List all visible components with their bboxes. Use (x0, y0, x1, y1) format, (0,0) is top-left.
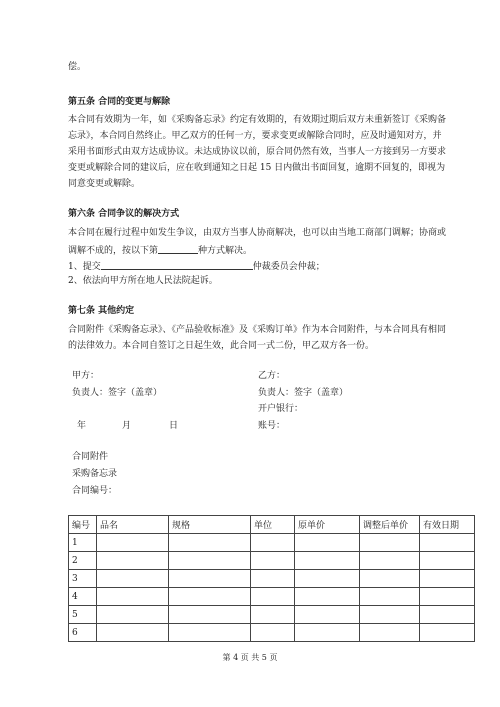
article6-line (68, 245, 252, 256)
article5-line: 同意变更或解除。 (68, 179, 141, 189)
cell-original-price[interactable] (295, 606, 360, 624)
article6-line: 本合同在履行过程中如发生争议，由双方当事人协商解决，也可以由当地工商部门调解；协商或 (68, 228, 447, 238)
row-number: 1 (69, 534, 97, 552)
cell-spec[interactable] (169, 552, 251, 570)
party-a-label: 甲方： (72, 371, 100, 381)
cell-original-price[interactable] (295, 588, 360, 606)
article5-line: 忘录》，本合同自然终止。甲乙双方的任何一方，要求变更或解除合同时，应及时通知对方，并 (68, 131, 442, 141)
arbitration-committee-blank[interactable] (101, 261, 253, 270)
cell-spec[interactable] (169, 570, 251, 588)
cell-unit[interactable] (251, 570, 295, 588)
cell-unit[interactable] (251, 552, 295, 570)
table-row (69, 624, 475, 642)
cell-valid-date[interactable] (420, 552, 475, 570)
procurement-table (68, 515, 475, 642)
cell-unit[interactable] (251, 588, 295, 606)
col-header-number: 编号 (69, 516, 97, 534)
cell-adjusted-price[interactable] (360, 624, 420, 642)
bank-label: 开户银行： (258, 404, 304, 414)
top-fragment: 偿。 (68, 62, 87, 72)
article7-line: 合同附件《采购备忘录》、《产品验收标准》及《采购订单》作为本合同附件，与本合同具有相同 (68, 325, 447, 335)
cell-valid-date[interactable] (420, 588, 475, 606)
cell-spec[interactable] (169, 534, 251, 552)
cell-unit[interactable] (251, 624, 295, 642)
principal-b-label: 负责人：签字（盖章） (258, 388, 349, 398)
principal-a-label: 负责人：签字（盖章） (72, 388, 163, 398)
cell-valid-date[interactable] (420, 534, 475, 552)
date-day-label: 日 (169, 421, 179, 431)
article6-option2: 2、依法向甲方所在地人民法院起诉。 (68, 276, 218, 286)
cell-adjusted-price[interactable] (360, 588, 420, 606)
cell-adjusted-price[interactable] (360, 570, 420, 588)
row-number: 2 (69, 552, 97, 570)
account-label: 账号： (258, 421, 286, 431)
cell-adjusted-price[interactable] (360, 552, 420, 570)
cell-valid-date[interactable] (420, 624, 475, 642)
row-number: 6 (69, 624, 97, 642)
cell-unit[interactable] (251, 534, 295, 552)
col-header-valid-date: 有效日期 (420, 516, 475, 534)
option1-after: 仲裁委员会仲裁； (252, 262, 325, 272)
method-number-blank[interactable] (158, 245, 198, 254)
cell-adjusted-price[interactable] (360, 534, 420, 552)
date-year-label: 年 (77, 421, 87, 431)
cell-unit[interactable] (251, 606, 295, 624)
row-number: 5 (69, 606, 97, 624)
cell-product[interactable] (97, 570, 169, 588)
cell-original-price[interactable] (295, 534, 360, 552)
article6-line2-after: 种方式解决。 (198, 246, 253, 256)
col-header-spec: 规格 (169, 516, 251, 534)
article7-line: 的法律效力。本合同自签订之日起生效，此合同一式二份，甲乙双方各一份。 (68, 341, 375, 351)
col-header-original-price: 原单价 (295, 516, 360, 534)
cell-original-price[interactable] (295, 570, 360, 588)
cell-spec[interactable] (169, 588, 251, 606)
cell-spec[interactable] (169, 624, 251, 642)
article6-heading: 第六条 合同争议的解决方式 (68, 209, 180, 219)
table-row (69, 534, 475, 552)
table-row (69, 552, 475, 570)
cell-original-price[interactable] (295, 624, 360, 642)
cell-product[interactable] (97, 552, 169, 570)
article7-heading: 第七条 其他约定 (68, 306, 135, 316)
cell-original-price[interactable] (295, 552, 360, 570)
article6-line2-before: 调解不成的，按以下第 (68, 246, 159, 256)
row-number: 3 (69, 570, 97, 588)
attachments-title: 合同附件 (72, 452, 109, 462)
attachments-memo: 采购备忘录 (72, 469, 118, 479)
article6-option1 (68, 261, 325, 272)
article5-line: 采用书面形式由双方达成协议。未达成协议以前，原合同仍然有效，当事人一方接到另一方要求 (68, 147, 447, 157)
date-month-label: 月 (122, 421, 132, 431)
cell-valid-date[interactable] (420, 606, 475, 624)
table-row (69, 606, 475, 624)
option1-before: 1、提交 (68, 262, 101, 272)
article5-heading: 第五条 合同的变更与解除 (68, 97, 171, 107)
table-row (69, 570, 475, 588)
article5-line: 变更或解除合同的建议后，应在收到通知之日起 15 日内做出书面回复，逾期不回复的，即视为 (68, 163, 446, 173)
page-footer: 第 4 页 共 5 页 (222, 653, 278, 662)
cell-product[interactable] (97, 534, 169, 552)
party-b-label: 乙方： (258, 371, 286, 381)
cell-adjusted-price[interactable] (360, 606, 420, 624)
cell-spec[interactable] (169, 606, 251, 624)
article5-line: 本合同有效期为一年，如《采购备忘录》约定有效期的，有效期过期后双方未重新签订《采购备 (68, 115, 447, 125)
cell-product[interactable] (97, 606, 169, 624)
cell-product[interactable] (97, 588, 169, 606)
table-row (69, 588, 475, 606)
table-header-row (69, 516, 475, 534)
row-number: 4 (69, 588, 97, 606)
cell-product[interactable] (97, 624, 169, 642)
col-header-unit: 单位 (251, 516, 295, 534)
cell-valid-date[interactable] (420, 570, 475, 588)
contract-number-label: 合同编号： (72, 486, 118, 496)
col-header-product: 品名 (97, 516, 169, 534)
col-header-adjusted-price: 调整后单价 (360, 516, 420, 534)
